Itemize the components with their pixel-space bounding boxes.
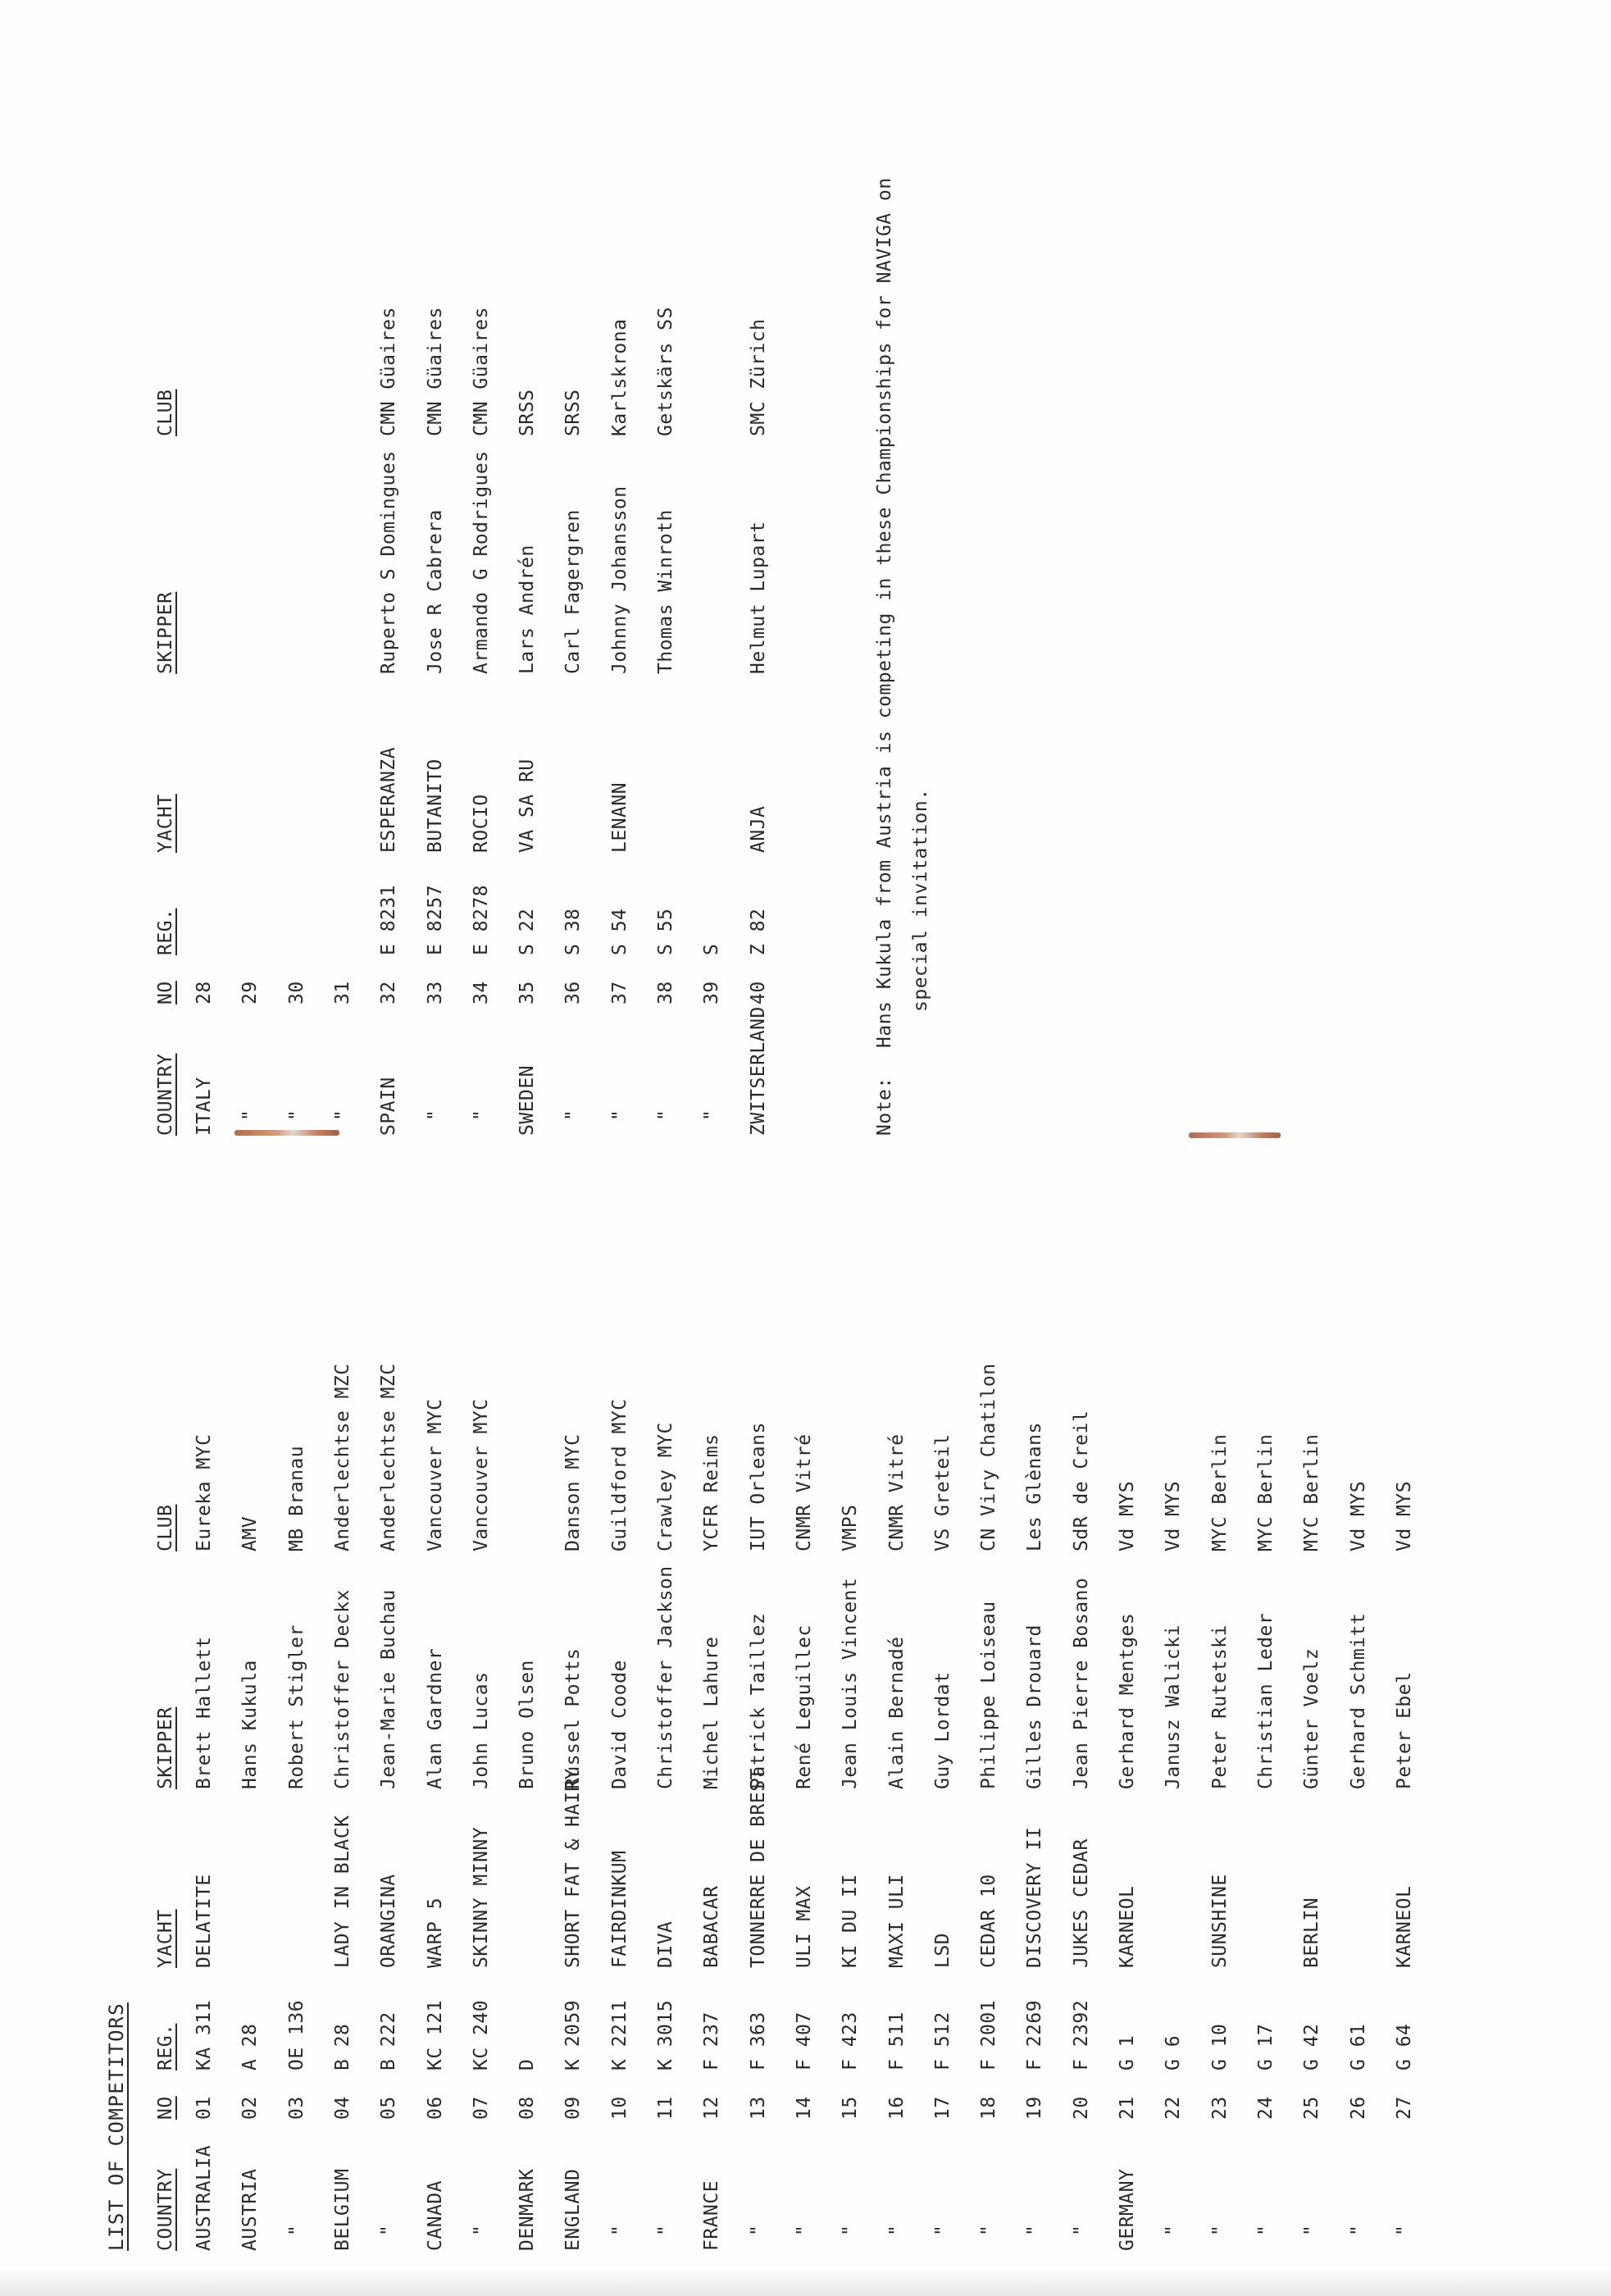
- competitor-skipper: Hans Kukula: [239, 1660, 262, 1789]
- competitor-skipper: Christoffer Jackson: [655, 1565, 676, 1789]
- competitor-reg: K 2211: [608, 1999, 630, 2070]
- competitor-country: ": [885, 2224, 908, 2236]
- competitor-country: ": [1024, 2224, 1046, 2236]
- competitor-yacht: KARNEOL: [1117, 1885, 1138, 1968]
- competitor-reg: G 17: [1254, 2023, 1277, 2070]
- competitor-no: 27: [1393, 2096, 1415, 2120]
- column-header-reg: REG.: [155, 908, 176, 955]
- competitor-reg: K 2059: [562, 1999, 585, 2070]
- competitor-reg: G 1: [1117, 2034, 1138, 2070]
- competitor-skipper: Philippe Loiseau: [978, 1601, 1000, 1789]
- competitor-yacht: DIVA: [655, 1920, 676, 1968]
- competitor-country: ": [470, 2224, 492, 2236]
- competitor-yacht: DELATITE: [193, 1874, 215, 1968]
- competitor-yacht: SKINNY MINNY: [470, 1826, 492, 1968]
- competitor-skipper: Christian Leder: [1254, 1612, 1277, 1789]
- competitor-no: 19: [1024, 2096, 1046, 2120]
- competitor-skipper: Carl Fagergren: [562, 509, 585, 674]
- competitor-club: Les Glènans: [1024, 1422, 1046, 1551]
- column-header-no: NO: [155, 981, 176, 1004]
- competitor-reg: G 61: [1347, 2023, 1369, 2070]
- competitor-reg: KC 121: [424, 1999, 446, 2070]
- competitor-yacht: VA SA RU: [517, 758, 539, 853]
- competitor-reg: S 38: [562, 908, 585, 955]
- column-header-country: COUNTRY: [155, 1053, 176, 1136]
- competitor-country: CANADA: [424, 2180, 446, 2251]
- competitor-skipper: René Leguillec: [793, 1624, 815, 1789]
- competitor-no: 39: [701, 981, 723, 1004]
- competitor-no: 22: [1163, 2096, 1185, 2120]
- competitor-reg: F 2269: [1024, 1999, 1046, 2070]
- competitor-reg: G 10: [1208, 2023, 1231, 2070]
- competitor-reg: OE 136: [285, 1999, 307, 2070]
- competitor-club: CMN Güaires: [378, 307, 400, 436]
- competitor-country: ": [701, 1109, 723, 1121]
- competitor-skipper: Bruno Olsen: [517, 1660, 539, 1789]
- staple-mark: [234, 1130, 339, 1136]
- competitor-country: ": [608, 2224, 630, 2236]
- competitor-reg: G 6: [1163, 2034, 1185, 2070]
- competitor-country: ": [655, 2224, 676, 2236]
- competitor-reg: KA 311: [193, 1999, 215, 2070]
- competitor-yacht: WARP 5: [424, 1897, 446, 1968]
- competitor-club: SRSS: [562, 389, 585, 436]
- competitor-reg: S 55: [655, 908, 676, 955]
- competitor-club: SRSS: [517, 389, 539, 436]
- competitor-yacht: MAXI ULI: [885, 1874, 908, 1968]
- competitor-no: 33: [424, 981, 446, 1004]
- competitor-club: SMC Zürich: [747, 318, 769, 436]
- competitor-club: VMPS: [840, 1504, 862, 1551]
- competitor-country: ": [285, 2224, 307, 2236]
- competitor-no: 03: [285, 2096, 307, 2120]
- competitor-no: 02: [239, 2096, 262, 2120]
- competitor-reg: F 407: [793, 2011, 815, 2070]
- competitor-reg: S 54: [608, 908, 630, 955]
- competitor-reg: E 8257: [424, 884, 446, 955]
- competitor-no: 26: [1347, 2096, 1369, 2120]
- competitor-yacht: ANJA: [747, 805, 769, 853]
- competitor-country: ": [931, 2224, 953, 2236]
- column-header-yacht: YACHT: [155, 1909, 176, 1968]
- competitor-club: MYC Berlin: [1208, 1433, 1231, 1551]
- competitor-yacht: KARNEOL: [1393, 1885, 1415, 1968]
- competitor-no: 11: [655, 2096, 676, 2120]
- competitor-country: ENGLAND: [562, 2168, 585, 2251]
- competitor-reg: B 222: [378, 2011, 400, 2070]
- column-header-yacht: YACHT: [155, 794, 176, 853]
- competitor-skipper: Gerhard Schmitt: [1347, 1612, 1369, 1789]
- competitor-country: ": [470, 1109, 492, 1121]
- competitor-country: ": [331, 1109, 353, 1121]
- competitor-reg: Z 82: [747, 908, 769, 955]
- competitor-yacht: DISCOVERY II: [1024, 1826, 1046, 1968]
- competitor-reg: K 3015: [655, 1999, 676, 2070]
- staple-mark: [1189, 1132, 1281, 1138]
- competitor-skipper: Peter Ebel: [1393, 1671, 1415, 1789]
- column-header-skipper: SKIPPER: [155, 591, 176, 674]
- competitor-yacht: ORANGINA: [378, 1874, 400, 1968]
- competitor-country: ": [1208, 2224, 1231, 2236]
- competitor-skipper: Ruperto S Domingues: [378, 450, 400, 674]
- competitor-club: Vd MYS: [1117, 1480, 1138, 1551]
- competitor-no: 35: [517, 981, 539, 1004]
- competitor-reg: S: [701, 943, 723, 955]
- competitor-club: YCFR Reims: [701, 1433, 723, 1551]
- column-header-no: NO: [155, 2096, 176, 2120]
- competitor-country: DENMARK: [517, 2168, 539, 2251]
- competitor-country: SWEDEN: [517, 1064, 539, 1136]
- competitor-yacht: FAIRDINKUM: [608, 1850, 630, 1968]
- competitor-yacht: KI DU II: [840, 1874, 862, 1968]
- column-header-club: CLUB: [155, 1504, 176, 1551]
- competitor-yacht: ULI MAX: [793, 1885, 815, 1968]
- competitor-club: CMN Güaires: [424, 307, 446, 436]
- competitor-club: Vancouver MYC: [470, 1398, 492, 1551]
- note-text-continued: special invitation.: [910, 788, 931, 1012]
- column-header-country: COUNTRY: [155, 2168, 176, 2251]
- competitor-country: ": [285, 1109, 307, 1121]
- competitor-country: ": [655, 1109, 676, 1121]
- competitor-skipper: Christoffer Deckx: [331, 1589, 353, 1789]
- competitor-no: 29: [239, 981, 262, 1004]
- competitor-club: CNMR Vitré: [885, 1433, 908, 1551]
- competitor-yacht: TONNERRE DE BREST: [747, 1768, 769, 1968]
- competitor-country: ": [1163, 2224, 1185, 2236]
- competitor-no: 30: [285, 981, 307, 1004]
- competitor-reg: A 28: [239, 2023, 262, 2070]
- competitor-no: 04: [331, 2096, 353, 2120]
- competitor-skipper: Thomas Winroth: [655, 509, 676, 674]
- competitor-no: 06: [424, 2096, 446, 2120]
- competitor-yacht: ESPERANZA: [378, 746, 400, 853]
- competitor-reg: E 8278: [470, 884, 492, 955]
- column-header-club: CLUB: [155, 389, 176, 436]
- competitor-country: ZWITSERLAND: [747, 1006, 769, 1136]
- competitor-no: 40: [747, 981, 769, 1004]
- competitor-no: 31: [331, 981, 353, 1004]
- competitor-country: ": [1393, 2224, 1415, 2236]
- competitor-skipper: Michel Lahure: [701, 1636, 723, 1789]
- competitor-no: 36: [562, 981, 585, 1004]
- competitor-skipper: Jean Louis Vincent: [840, 1577, 862, 1789]
- competitor-skipper: John Lucas: [470, 1671, 492, 1789]
- competitor-skipper: Russel Potts: [562, 1647, 585, 1789]
- competitor-country: FRANCE: [701, 2180, 723, 2251]
- competitor-no: 15: [840, 2096, 862, 2120]
- competitor-no: 12: [701, 2096, 723, 2120]
- competitor-skipper: Alain Bernadé: [885, 1636, 908, 1789]
- competitor-reg: KC 240: [470, 1999, 492, 2070]
- competitor-country: ": [840, 2224, 862, 2236]
- competitor-country: ITALY: [193, 1077, 215, 1136]
- competitor-reg: F 2001: [978, 1999, 1000, 2070]
- page-edge: [0, 2271, 1611, 2296]
- column-header-reg: REG.: [155, 2023, 176, 2070]
- competitor-country: ": [1254, 2224, 1277, 2236]
- competitor-skipper: Guy Lordat: [931, 1671, 953, 1789]
- competitor-no: 14: [793, 2096, 815, 2120]
- column-header-skipper: SKIPPER: [155, 1706, 176, 1789]
- competitor-country: BELGIUM: [331, 2168, 353, 2251]
- competitor-no: 21: [1117, 2096, 1138, 2120]
- competitor-skipper: Jose R Cabrera: [424, 509, 446, 674]
- competitor-skipper: Gerhard Mentges: [1117, 1612, 1138, 1789]
- competitor-yacht: BUTANITO: [424, 758, 446, 853]
- competitor-no: 28: [193, 981, 215, 1004]
- competitor-skipper: Jean-Marie Buchau: [378, 1589, 400, 1789]
- competitor-no: 05: [378, 2096, 400, 2120]
- competitor-reg: F 512: [931, 2011, 953, 2070]
- competitor-club: Vancouver MYC: [424, 1398, 446, 1551]
- competitor-no: 37: [608, 981, 630, 1004]
- competitor-skipper: Lars Andrén: [517, 544, 539, 674]
- competitor-no: 32: [378, 981, 400, 1004]
- competitor-club: Crawley MYC: [655, 1422, 676, 1551]
- competitor-no: 18: [978, 2096, 1000, 2120]
- competitor-no: 10: [608, 2096, 630, 2120]
- competitor-country: ": [608, 1109, 630, 1121]
- competitor-no: 09: [562, 2096, 585, 2120]
- competitor-yacht: CEDAR 10: [978, 1874, 1000, 1968]
- competitor-skipper: Armando G Rodrigues: [470, 450, 492, 674]
- competitor-club: MYC Berlin: [1301, 1433, 1323, 1551]
- competitor-yacht: SHORT FAT & HAIRY: [562, 1768, 585, 1968]
- competitor-country: ": [747, 2224, 769, 2236]
- competitor-yacht: BERLIN: [1301, 1897, 1323, 1968]
- competitor-yacht: BABACAR: [701, 1885, 723, 1968]
- competitor-skipper: Brett Hallett: [193, 1636, 215, 1789]
- competitor-reg: F 237: [701, 2011, 723, 2070]
- competitor-club: AMV: [239, 1515, 262, 1551]
- competitor-country: ": [424, 1109, 446, 1121]
- competitor-club: Anderlechtse MZC: [378, 1363, 400, 1551]
- competitor-no: 16: [885, 2096, 908, 2120]
- note-label: Note:: [874, 1077, 895, 1136]
- competitor-country: AUSTRALIA: [193, 2144, 215, 2251]
- competitor-yacht: LADY IN BLACK: [331, 1815, 353, 1968]
- competitor-no: 13: [747, 2096, 769, 2120]
- competitor-yacht: LENANN: [608, 781, 630, 853]
- competitor-skipper: Peter Rutetski: [1208, 1624, 1231, 1789]
- competitor-no: 08: [517, 2096, 539, 2120]
- competitor-reg: E 8231: [378, 884, 400, 955]
- note-text: Hans Kukula from Austria is competing in these Championships for NAVIGA on: [874, 177, 895, 1048]
- competitor-reg: F 363: [747, 2011, 769, 2070]
- competitor-reg: F 423: [840, 2011, 862, 2070]
- competitor-skipper: Robert Stigler: [285, 1624, 307, 1789]
- competitor-reg: G 64: [1393, 2023, 1415, 2070]
- competitor-reg: F 511: [885, 2011, 908, 2070]
- competitor-club: MYC Berlin: [1254, 1433, 1277, 1551]
- competitor-skipper: David Coode: [608, 1660, 630, 1789]
- competitor-no: 38: [655, 981, 676, 1004]
- competitor-club: VS Greteil: [931, 1433, 953, 1551]
- competitor-yacht: JUKES CEDAR: [1070, 1838, 1092, 1968]
- competitor-country: ": [1070, 2224, 1092, 2236]
- competitor-country: ": [793, 2224, 815, 2236]
- competitor-skipper: Helmut Lupart: [747, 521, 769, 674]
- competitor-skipper: Günter Voelz: [1301, 1647, 1323, 1789]
- competitor-club: Getskärs SS: [655, 307, 676, 436]
- competitor-country: ": [239, 1109, 262, 1121]
- competitor-country: ": [978, 2224, 1000, 2236]
- competitor-country: ": [378, 2224, 400, 2236]
- competitor-club: SdR de Creil: [1070, 1410, 1092, 1551]
- competitor-country: ": [562, 1109, 585, 1121]
- competitor-no: 34: [470, 981, 492, 1004]
- competitor-reg: S 22: [517, 908, 539, 955]
- competitor-reg: F 2392: [1070, 1999, 1092, 2070]
- competitor-country: SPAIN: [378, 1077, 400, 1136]
- competitor-reg: G 42: [1301, 2023, 1323, 2070]
- competitor-club: Guildford MYC: [608, 1398, 630, 1551]
- competitor-country: ": [1301, 2224, 1323, 2236]
- competitor-country: ": [1347, 2224, 1369, 2236]
- competitor-club: CNMR Vitré: [793, 1433, 815, 1551]
- competitor-club: IUT Orleans: [747, 1422, 769, 1551]
- competitor-no: 23: [1208, 2096, 1231, 2120]
- competitor-no: 24: [1254, 2096, 1277, 2120]
- competitor-skipper: Patrick Taillez: [747, 1612, 769, 1789]
- competitor-no: 01: [193, 2096, 215, 2120]
- competitor-country: AUSTRIA: [239, 2168, 262, 2251]
- competitor-reg: B 28: [331, 2023, 353, 2070]
- competitor-club: Danson MYC: [562, 1433, 585, 1551]
- competitor-club: CN Viry Chatilon: [978, 1363, 1000, 1551]
- competitor-club: Vd MYS: [1163, 1480, 1185, 1551]
- competitor-yacht: SUNSHINE: [1208, 1874, 1231, 1968]
- competitor-skipper: Johnny Johansson: [608, 485, 630, 674]
- competitor-club: Vd MYS: [1347, 1480, 1369, 1551]
- competitor-reg: D: [517, 2058, 539, 2070]
- competitor-skipper: Jean Pierre Bosano: [1070, 1577, 1092, 1789]
- competitor-club: Vd MYS: [1393, 1480, 1415, 1551]
- competitor-yacht: LSD: [931, 1932, 953, 1968]
- competitor-skipper: Gilles Drouard: [1024, 1624, 1046, 1789]
- competitor-club: Eureka MYC: [193, 1433, 215, 1551]
- document-title: LIST OF COMPETITORS: [105, 2002, 128, 2251]
- competitor-no: 07: [470, 2096, 492, 2120]
- competitor-no: 17: [931, 2096, 953, 2120]
- competitor-country: GERMANY: [1117, 2168, 1138, 2251]
- competitor-no: 25: [1301, 2096, 1323, 2120]
- competitor-yacht: ROCIO: [470, 794, 492, 853]
- competitor-club: CMN Güaires: [470, 307, 492, 436]
- competitor-skipper: Janusz Walicki: [1163, 1624, 1185, 1789]
- competitor-club: MB Branau: [285, 1445, 307, 1551]
- competitor-club: Anderlechtse MZC: [331, 1363, 353, 1551]
- competitor-no: 20: [1070, 2096, 1092, 2120]
- competitor-skipper: Alan Gardner: [424, 1647, 446, 1789]
- competitor-club: Karlskrona: [608, 318, 630, 436]
